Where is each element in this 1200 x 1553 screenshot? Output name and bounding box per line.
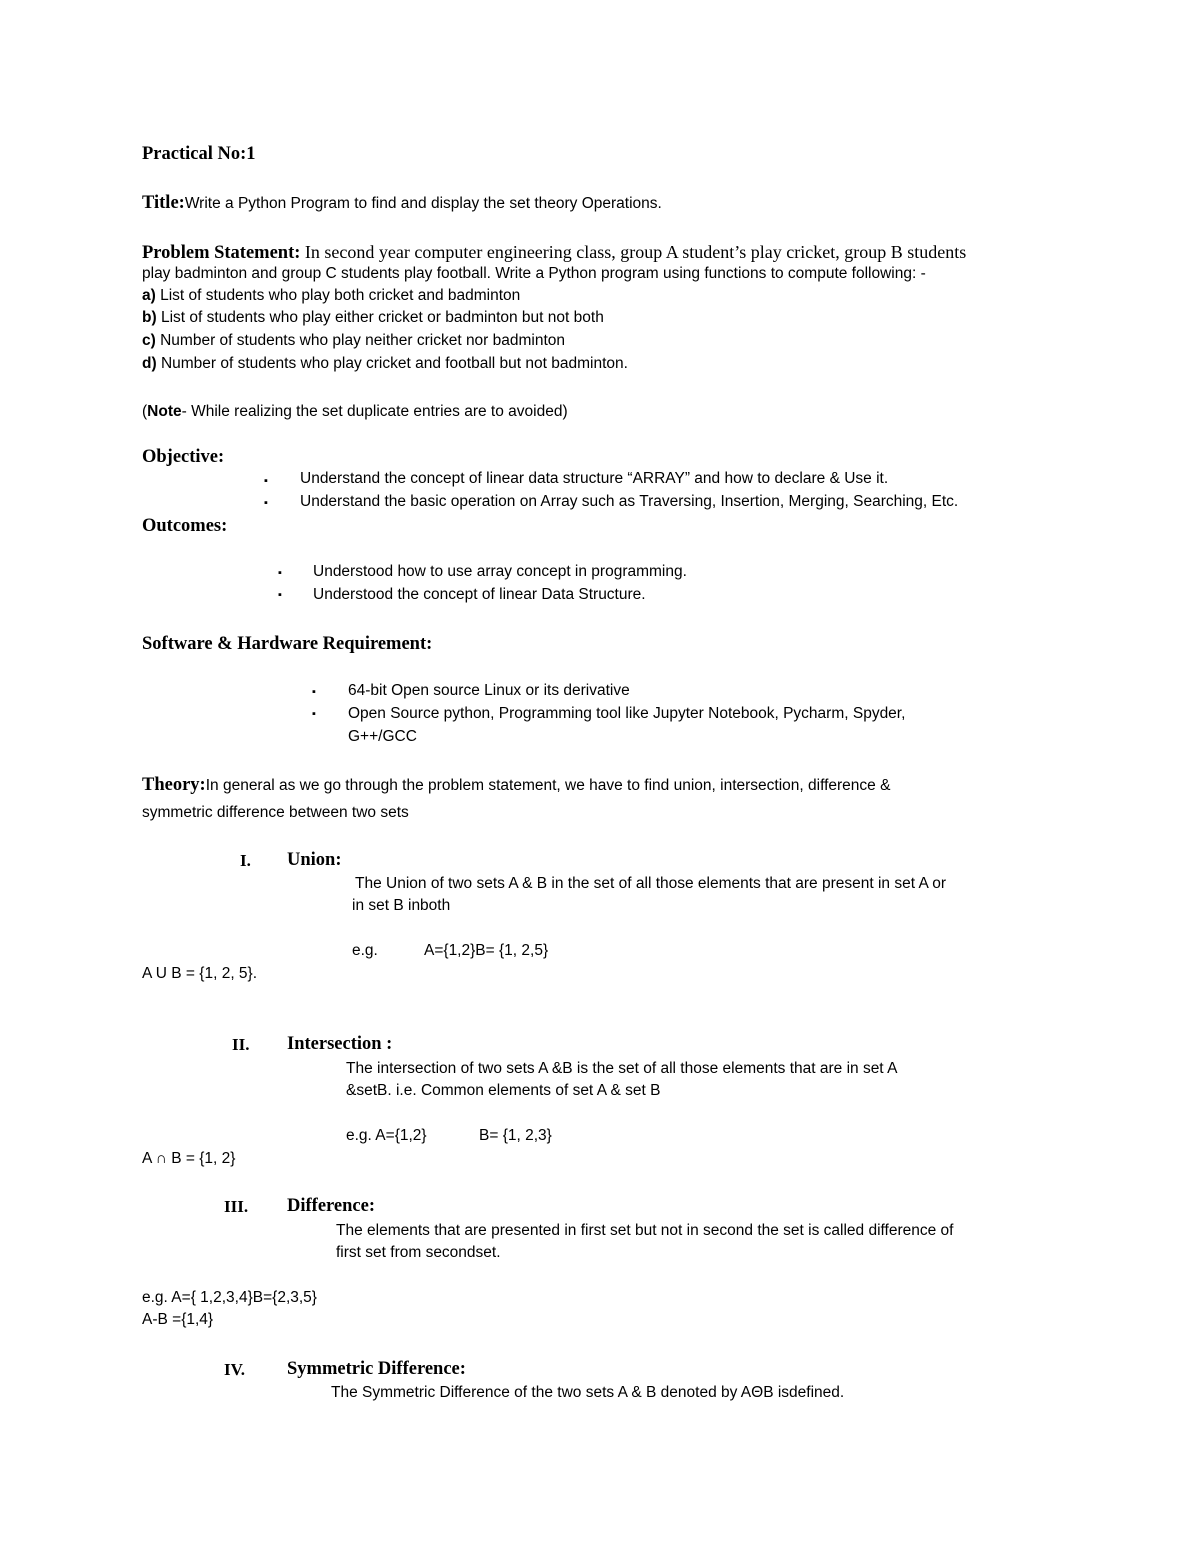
note-line <box>142 403 568 421</box>
problem-item-a <box>142 287 520 305</box>
theory-label: Theory: <box>142 775 206 795</box>
theory-text-1: In general as we go through the problem statement, we have to find union, intersection, difference & <box>205 777 891 794</box>
intersection-example-b: B= {1, 2,3} <box>479 1127 552 1144</box>
difference-line-1: The elements that are presented in first set but not in second the set is called difference of <box>336 1222 954 1239</box>
intersection-line-2: &setB. i.e. Common elements of set A & set B <box>346 1082 661 1099</box>
item-text: Number of students who play cricket and football but not badminton. <box>156 355 628 372</box>
requirements-continuation: G++/GCC <box>348 728 417 745</box>
difference-example: e.g. A={ 1,2,3,4}B={2,3,5} <box>142 1289 317 1306</box>
intersection-result: A ∩ B = {1, 2} <box>142 1150 236 1167</box>
union-numeral: I. <box>240 851 251 870</box>
item-marker: b) <box>142 309 157 326</box>
problem-item-d <box>142 355 628 373</box>
item-text: List of students who play either cricket or badminton but not both <box>156 309 604 326</box>
problem-line-2: play badminton and group C students play football. Write a Python program using functions to compute following: - <box>142 265 926 282</box>
bullet-icon: ▪ <box>312 686 316 698</box>
outcomes-bullet-2: Understood the concept of linear Data Structure. <box>313 586 646 603</box>
objective-bullet-1: Understand the concept of linear data structure “ARRAY” and how to declare & Use it. <box>300 470 889 487</box>
difference-numeral: III. <box>224 1197 249 1216</box>
bullet-icon: ▪ <box>278 567 282 579</box>
objective-bullet-2: Understand the basic operation on Array such as Traversing, Insertion, Merging, Searching, Etc. <box>300 493 959 510</box>
theory-line-1 <box>142 775 890 796</box>
item-marker: c) <box>142 332 156 349</box>
union-example: A={1,2}B= {1, 2,5} <box>424 942 549 959</box>
problem-label: Problem Statement: <box>142 243 301 263</box>
problem-item-c <box>142 332 565 350</box>
union-line-1: The Union of two sets A & B in the set of all those elements that are present in set A or <box>355 875 947 892</box>
note-paren: ( <box>142 403 148 420</box>
outcomes-bullet-1: Understood how to use array concept in programming. <box>313 563 687 580</box>
requirements-bullet-1: 64-bit Open source Linux or its derivative <box>348 682 630 699</box>
intersection-heading: Intersection : <box>287 1034 393 1054</box>
requirements-heading: Software & Hardware Requirement: <box>142 634 433 654</box>
bullet-icon: ▪ <box>264 497 268 509</box>
bullet-icon: ▪ <box>264 475 268 487</box>
symmetric-heading: Symmetric Difference: <box>287 1359 466 1379</box>
union-eg: e.g. <box>352 942 378 959</box>
difference-line-2: first set from secondset. <box>336 1244 501 1261</box>
objective-heading: Objective: <box>142 447 225 467</box>
practical-heading: Practical No:1 <box>142 144 256 164</box>
difference-result: A-B ={1,4} <box>142 1311 214 1328</box>
item-marker: d) <box>142 355 157 372</box>
item-marker: a) <box>142 287 156 304</box>
item-text: List of students who play both cricket and badminton <box>155 287 521 304</box>
note-label: Note <box>147 403 182 420</box>
intersection-numeral: II. <box>232 1035 250 1054</box>
difference-heading: Difference: <box>287 1196 375 1216</box>
intersection-example-a: e.g. A={1,2} <box>346 1127 427 1144</box>
union-heading: Union: <box>287 850 342 870</box>
intersection-line-1: The intersection of two sets A &B is the set of all those elements that are in set A <box>346 1060 898 1077</box>
union-result: A U B = {1, 2, 5}. <box>142 965 258 982</box>
note-text: - While realizing the set duplicate entries are to avoided) <box>181 403 568 420</box>
title-line <box>142 193 662 214</box>
symmetric-numeral: IV. <box>224 1360 245 1379</box>
problem-text-1: In second year computer engineering class, group A student’s play cricket, group B students <box>300 242 967 262</box>
title-text: Write a Python Program to find and display the set theory Operations. <box>184 195 662 212</box>
title-label: Title: <box>142 193 185 213</box>
requirements-bullet-2: Open Source python, Programming tool like Jupyter Notebook, Pycharm, Spyder, <box>348 705 906 722</box>
problem-item-b <box>142 309 604 327</box>
symmetric-line-1: The Symmetric Difference of the two sets A & B denoted by AΘB isdefined. <box>331 1384 845 1401</box>
bullet-icon: ▪ <box>278 589 282 601</box>
outcomes-heading: Outcomes: <box>142 516 228 536</box>
union-line-2: in set B inboth <box>352 897 451 914</box>
item-text: Number of students who play neither cricket nor badminton <box>155 332 566 349</box>
problem-line-1 <box>142 242 966 264</box>
bullet-icon: ▪ <box>312 708 316 720</box>
theory-line-2: symmetric difference between two sets <box>142 804 409 821</box>
